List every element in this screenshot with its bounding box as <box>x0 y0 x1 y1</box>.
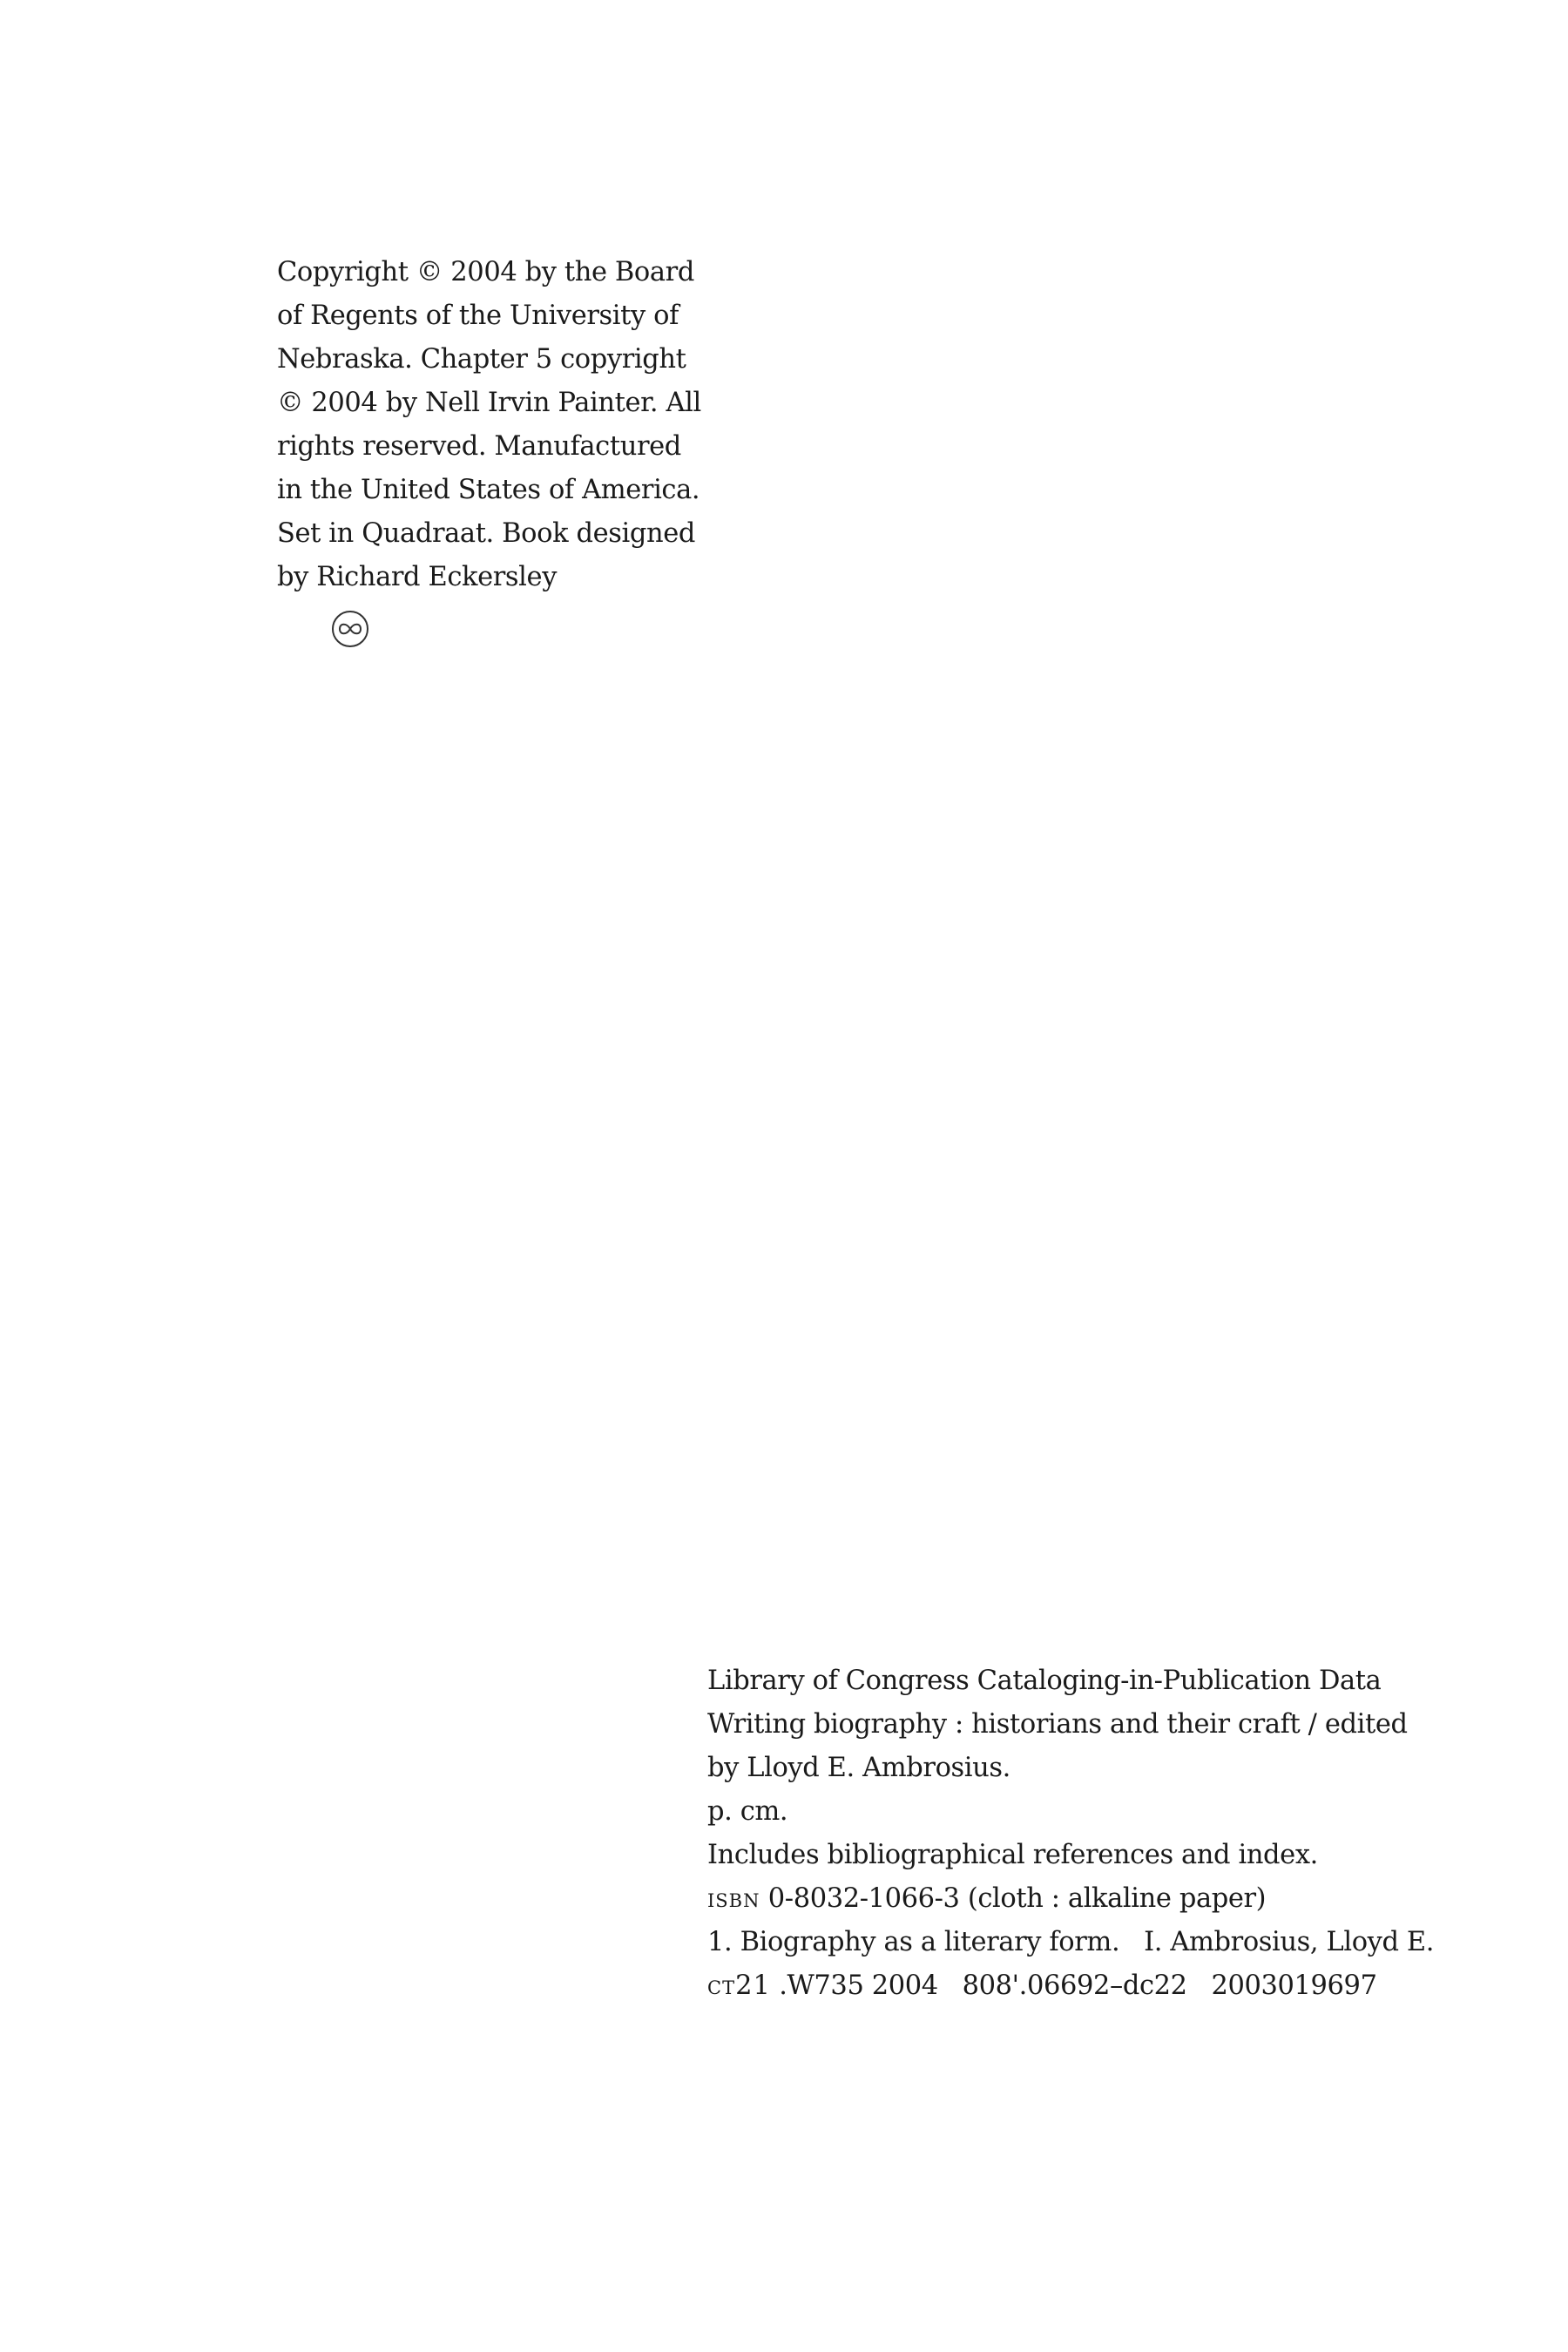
isbn-label: isbn <box>707 1883 760 1914</box>
cip-subjects: 1. Biography as a literary form. I. Ambrosius, Lloyd E. <box>707 1927 1435 1957</box>
copyright-notice <box>277 251 701 599</box>
copyright-line: Set in Quadraat. Book designed <box>277 518 695 549</box>
cip-isbn <box>707 1877 1369 1921</box>
classification-rest: .W735 2004 808'.06692–dc22 2003019697 <box>779 1970 1377 2001</box>
cip-heading: Library of Congress Cataloging-in-Publication Data <box>707 1666 1382 1696</box>
cataloging-in-publication-data <box>707 1659 1435 2008</box>
copyright-line: © 2004 by Nell Irvin Painter. All <box>277 388 701 418</box>
cip-classification <box>707 1964 1377 2008</box>
infinity-circle-icon <box>329 608 371 650</box>
copyright-line: Copyright © 2004 by the Board <box>277 257 694 287</box>
cip-pagination: p. cm. <box>707 1796 788 1827</box>
copyright-line: rights reserved. Manufactured <box>277 431 681 462</box>
classification-prefix: ct21 <box>707 1970 771 2001</box>
cip-title-line: Writing biography : historians and their craft / edited <box>707 1709 1408 1740</box>
copyright-line: in the United States of America. <box>277 475 700 505</box>
copyright-line: by Richard Eckersley <box>277 562 558 592</box>
cip-title-line: by Lloyd E. Ambrosius. <box>707 1753 1010 1783</box>
copyright-line: Nebraska. Chapter 5 copyright <box>277 344 686 375</box>
copyright-line: of Regents of the University of <box>277 301 679 331</box>
isbn-value: 0-8032-1066-3 (cloth : alkaline paper) <box>767 1883 1267 1914</box>
cip-notes: Includes bibliographical references and index. <box>707 1840 1318 1870</box>
